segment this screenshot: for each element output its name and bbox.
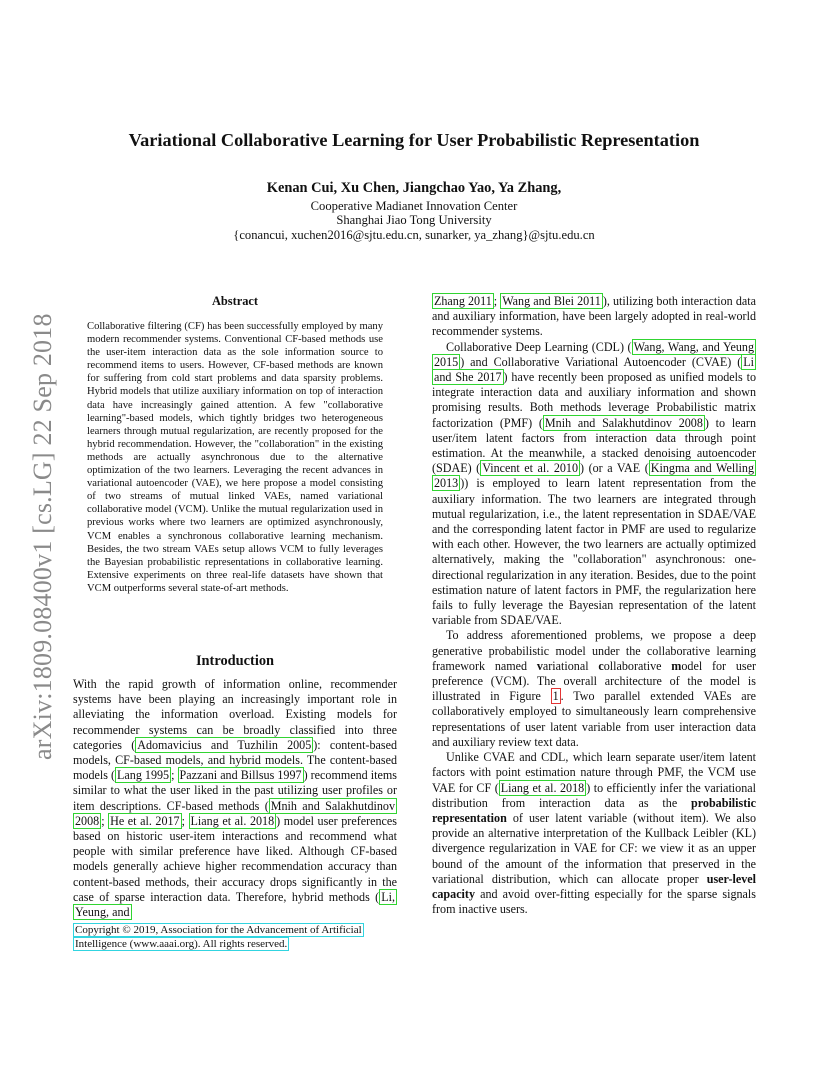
copyright-notice [73,924,397,951]
arxiv-id-text: arXiv:1809.08400v1 [cs.LG] 22 Sep 2018 [28,313,57,760]
text-run: )) is employed to learn latent representation from the auxiliary information. The two learners are integrated through mutual regularization, i.e., the latent representation in SDAE/VAE and the corresponding latent factor in PMF are used to regularize with each other. However, the two learners are actually optimized alternatively, making the "collaboration" asynchronous: one-directional regularization in any iteration. Besides, due to the point estimation nature of latent factors in PMF, the regularization here fails to fully leverage the Bayesian representation of the latent variable from SDAE/VAE. [432,476,756,628]
citation-link[interactable]: Liang et al. 2018 [500,780,585,795]
text-run: Collaborative Deep Learning (CDL) ( [446,339,632,354]
citation-link[interactable]: Mnih and Salakhutdinov 2008 [75,798,395,828]
text-run: ) and Collaborative Variational Autoencoder (CVAE) ( [460,354,742,369]
text-run: ) (or a VAE ( [580,461,649,476]
text-run: ) model user preferences based on historic user-item interactions and recommend what people with similar preference have liked. Although CF-based models generally achieve higher recommendation accuracy than content-based methods, their accuracy drops significantly in the case of sparse interaction data. Therefore, hybrid methods ( [73,813,397,904]
text-run: ) to learn user/item latent factors from interaction data through point estimation. At the meanwhile, a stacked denoising autoencoder (SDAE) ( [432,415,756,476]
text-run: ), utilizing both interaction data and auxiliary information, have been largely adopted in real-world recommender systems. [432,294,756,339]
text-run: ; [493,294,501,308]
left-column-body [73,677,397,920]
paper-title: Variational Collaborative Learning for User Probabilistic Representation [128,130,700,150]
right-paragraph-proposal [432,628,756,750]
text-run: ): content-based models, CF-based models, and hybrid models. The content-based models ( [73,737,397,783]
abstract-text: Collaborative filtering (CF) has been successfully employed by many modern recommender systems. Conventional CF-based methods use the user-item interaction data as the sole information source to recommend items to users. However, CF-based methods are known for suffering from cold start problems and data sparsity problems. Hybrid models that utilize auxiliary information on top of interaction data have increasingly gained attention. A few "collaborative learning"-based models, which tightly bridges two heterogeneous learners through mutual regularization, are recently proposed for the hybrid recommendation. However, the "collaboration" in the existing methods are actually asynchronous due to the alternative optimization of the two learners. Leveraging the recent advances in variational autoencoder (VAE), we here propose a model consisting of two streams of mutual linked VAEs, named variational collaborative model (VCM). Unlike the mutual regularization used in previous works where two learners are optimized asynchronously, VCM enables a synchronous collaborative learning mechanism. Besides, the two stream VAEs setup allows VCM to fully leverages the Bayesian probabilistic representations in collaborative learning. Extensive experiments on three real-life datasets have shown that VCM outperforms several state-of-art methods. [87,321,383,594]
copyright-link[interactable] [73,923,364,951]
intro-paragraph-1 [73,677,397,920]
citation-link[interactable]: He et al. 2017 [110,813,180,828]
text-run: ; [101,813,109,828]
text-run: Unlike CVAE and CDL, which learn separate user/item latent factors with point estimation nature through PMF, the VCM use VAE for CF ( [432,750,756,795]
bold-run: user-level capacity [432,871,756,901]
bold-run: v [536,658,543,673]
citation-link[interactable]: Lang 1995 [117,768,170,783]
text-run: and avoid over-fitting especially for the sparse signals from inactive users. [432,886,756,917]
affiliation-university: Shanghai Jiao Tong University [336,213,492,227]
right-paragraph-cdl [432,340,756,629]
copyright-prefix: Copyright [75,924,123,936]
text-run: ariational [542,658,599,673]
affiliation-emails: {conancui, xuchen2016@sjtu.edu.cn, sunarker, ya_zhang}@sjtu.edu.cn [233,228,595,242]
citation-link[interactable]: Zhang 2011 [434,294,492,308]
citation-link[interactable]: Adomavicius and Tuzhilin 2005 [137,737,312,752]
affiliation-org: Cooperative Madianet Innovation Center [310,199,518,213]
text-run: ; [181,813,189,828]
text-run: ) have recently been proposed as unified models to integrate interaction data and auxiliary information and shown promising results. Both methods leverage Probabilistic matrix factorization (PMF) ( [432,370,757,430]
text-run: ; [171,768,178,783]
citation-link[interactable]: Li, Yeung, and [75,889,395,920]
right-paragraph-vcm [432,750,756,917]
copyright-symbol: © [122,924,131,936]
text-run: of user latent variable (without item). We also provide an alternative interpretation of the Kullback Leibler (KL) divergence regularization in VAE for CF: we view it as an upper bound of the amount of the information that preserved in the variational distribution, which can allocate proper [432,810,756,886]
citation-link[interactable]: Liang et al. 2018 [190,813,275,828]
right-column-body [432,294,756,917]
text-run: With the rapid growth of information online, recommender systems have been playing an increasingly important role in alleviating the information overload. Existing models for recommender systems can be broadly classified into three categories ( [73,677,397,752]
bold-run: probabilistic representation [432,795,756,825]
text-run: ) to efficiently infer the variational distribution from interaction data as the [432,780,756,810]
bold-run: c [598,658,604,673]
citation-link[interactable]: Li and She 2017 [434,354,754,385]
citation-link[interactable]: Wang, Wang, and Yeung 2015 [434,339,754,369]
citation-link[interactable]: Kingma and Welling 2013 [434,461,755,491]
citation-link[interactable]: Mnih and Salakhutdinov 2008 [544,415,703,430]
arxiv-identifier-stamp [20,290,60,760]
bold-run: m [671,658,682,673]
citation-link[interactable]: Pazzani and Billsus 1997 [179,768,302,783]
introduction-heading: Introduction [195,653,275,669]
figure-ref-link[interactable]: 1 [552,689,559,704]
text-run: . Two parallel extended VAEs are collaboratively employed to simultaneously learn comprehensive representations of user latent variable from user interaction data and auxiliary review text data. [432,689,756,749]
text-run: odel for user preference (VCM). The overall architecture of the model is illustrated in Figure [432,658,756,704]
text-run: To address aforementioned problems, we propose a deep generative probabilistic model under the collaborative learning framework named [432,628,756,673]
abstract-heading: Abstract [211,294,259,308]
text-run: ) recommend items similar to what the user liked in the past utilizing user profiles or item descriptions. CF-based methods ( [73,768,397,813]
author-list: Kenan Cui, Xu Chen, Jiangchao Yao, Ya Zhang, [266,180,562,196]
text-run: ollaborative [603,658,672,673]
citation-link[interactable]: Wang and Blei 2011 [502,294,601,308]
right-paragraph-continued [432,294,756,340]
citation-link[interactable]: Vincent et al. 2010 [482,461,579,476]
copyright-text: 2019, Association for the Advancement of Artificial Intelligence (www.aaai.org). All rights reserved. [75,924,362,950]
